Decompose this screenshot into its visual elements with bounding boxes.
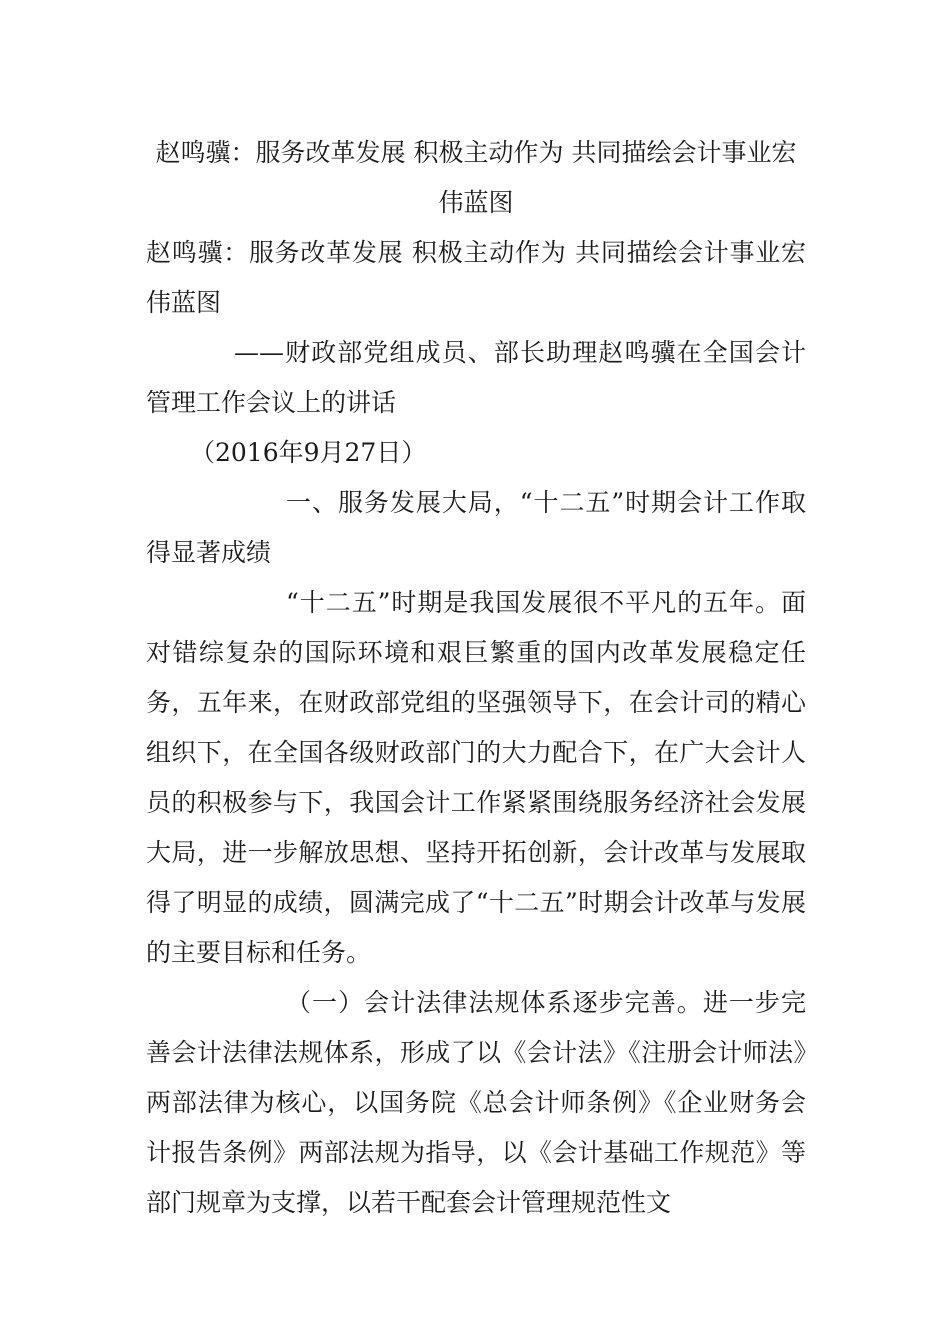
paragraph-overview: “十二五”时期是我国发展很不平凡的五年。面对错综复杂的国际环境和艰巨繁重的国内改革发展稳定任务，五年来，在财政部党组的坚强领导下，在会计司的精心组织下，在全国各级财政部门的大力配合下，在广大会计人员的积极参与下，我国会计工作紧紧围绕服务经济社会发展大局，进一步解放思想、坚持开拓创新，会计改革与发展取得了明显的成绩，圆满完成了“十二五”时期会计改革与发展的主要目标和任务。 [146,588,806,967]
section-heading: 一、服务发展大局，“十二五”时期会计工作取得显著成绩 [146,488,806,567]
title-repeat: 赵鸣骥：服务改革发展 积极主动作为 共同描绘会计事业宏伟蓝图 [146,238,806,317]
document-title: 赵鸣骥：服务改革发展 积极主动作为 共同描绘会计事业宏伟蓝图 [155,138,797,217]
speech-date: （2016年9月27日） [190,438,427,467]
speech-subtitle: ——财政部党组成员、部长助理赵鸣骥在全国会计管理工作会议上的讲话 [146,338,806,417]
paragraph-legal-system: （一）会计法律法规体系逐步完善。进一步完善会计法律法规体系，形成了以《会计法》《注册会计师法》两部法律为核心，以国务院《总会计师条例》《企业财务会计报告条例》两部法规为指导，以《会计基础工作规范》等部门规章为支撑，以若干配套会计管理规范性文 [146,988,806,1217]
